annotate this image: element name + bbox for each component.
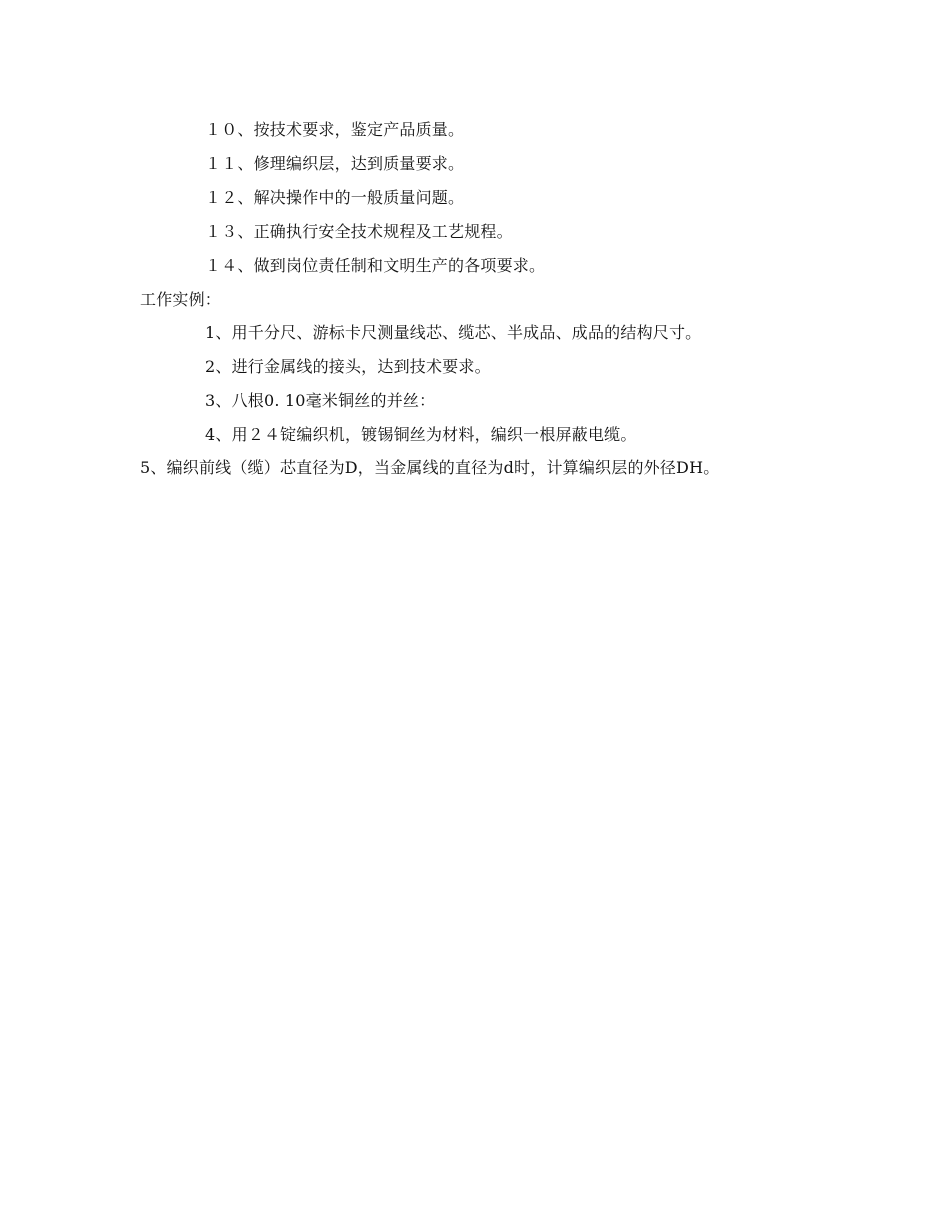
requirement-item-11: １１、修理编织层，达到质量要求。 — [205, 154, 465, 173]
work-example-2: 2、进行金属线的接头，达到技术要求。 — [205, 357, 491, 376]
work-example-1: 1、用千分尺、游标卡尺测量线芯、缆芯、半成品、成品的结构尺寸。 — [205, 323, 702, 342]
work-examples-heading: 工作实例： — [140, 290, 222, 309]
requirement-item-10: １０、按技术要求，鉴定产品质量。 — [205, 120, 465, 139]
work-example-5: 5、编织前线（缆）芯直径为D，当金属线的直径为d时，计算编织层的外径DH。 — [140, 458, 720, 477]
requirement-item-13: １３、正确执行安全技术规程及工艺规程。 — [205, 222, 513, 241]
requirement-item-14: １４、做到岗位责任制和文明生产的各项要求。 — [205, 256, 546, 275]
work-example-3: 3、八根0. 10毫米铜丝的并丝： — [205, 391, 436, 410]
work-example-4: 4、用２４锭编织机，镀锡铜丝为材料，编织一根屏蔽电缆。 — [205, 425, 637, 444]
requirement-item-12: １２、解决操作中的一般质量问题。 — [205, 188, 465, 207]
